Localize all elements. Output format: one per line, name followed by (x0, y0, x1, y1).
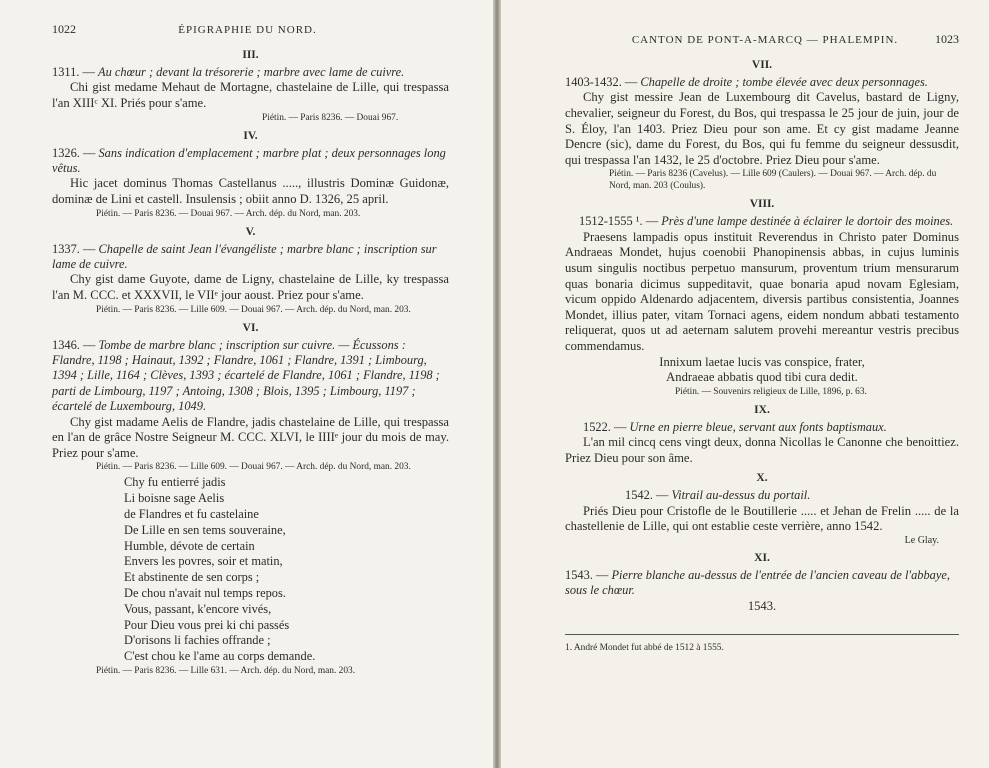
section-heading: 1346. — Tombe de marbre blanc ; inscription sur cuivre. — Écussons : Flandre, 1198 ; Hainaut, 1392 ; Flandre, 1061 ; Flandre, 1391 ; Limbourg, 1394 ; Lille, 1164 ; Clèves, 1393 ; écartelé de Flandre, 1061 ; Flandre, 1198 ; parti de Limbourg, 1197 ; Antoing, 1308 ; Blois, 1395 ; Limbourg, 1197 ; écartelé de Luxembourg, 1049. (52, 337, 440, 414)
section-desc: Au chœur ; devant la trésorerie ; marbre avec lame de cuivre. (98, 65, 405, 79)
section-desc: Tombe de marbre blanc ; inscription sur cuivre. — Écussons : Flandre, 1198 ; Hainaut, 1392 ; Flandre, 1061 ; Flandre, 1391 ; Limbourg, 1394 ; Lille, 1164 ; Clèves, 1393 ; écartelé de Flandre, 1061 ; Flandre, 1198 ; parti de Limbourg, 1197 ; Antoing, 1308 ; Blois, 1395 ; Limbourg, 1197 ; écartelé de Luxembourg, 1049. (52, 337, 440, 414)
section-date: 1311. (52, 65, 80, 79)
section-date: 1346. (52, 337, 80, 352)
section-date: 1337. (52, 241, 80, 256)
section-heading: 1543. — Pierre blanche au-dessus de l'entrée de l'ancien caveau de l'abbaye, sous le chœur. (565, 567, 950, 598)
section-date: 1512-1555 ¹. (579, 214, 643, 229)
verse-line: Chy fu entierré jadis (124, 475, 226, 490)
verse-block (52, 475, 449, 665)
inscription-text: Praesens lampadis opus instituit Reverendus in Christo pater Dominus Andraeas Mondet, hujus coenobii Phanopinensis abbas, in cujus luminis usum singulis noctibus perpetuo mansurum, proventum trium mensurarum quas bonaria dicimus suppeditavit, quae bonaria apud novam Eglesiam, vicum oppido Aldenardo adjacentem, diversis partibus consistentia, Joannes Mondet, illius pater, vitam Tornaci agens, eidem nondum abbati testamento reliquerat, quos ut ad aeternam salutem provehi mereantur vestris precibus commendamus. (565, 229, 959, 353)
footnote-rule (565, 634, 959, 635)
couplet-line: Innixum laetae lucis vas conspice, frater, (659, 354, 865, 369)
section-desc: Urne en pierre bleue, servant aux fonts baptismaux. (629, 419, 887, 434)
section-heading: 1337. — Chapelle de saint Jean l'évangéliste ; marbre blanc ; inscription sur lame de cuivre. (52, 241, 437, 271)
section-desc: Pierre blanche au-dessus de l'entrée de l'ancien caveau de l'abbaye, sous le chœur. (565, 567, 950, 598)
couplet-line: Andraeae abbatis quod tibi cura dedit. (666, 370, 858, 385)
verse-line: De Lille en sen tems souveraine, (124, 522, 286, 537)
verse-line: de Flandres et fu castelaine (124, 507, 259, 521)
inscription-text: Chy gist madame Aelis de Flandre, jadis chastelaine de Lille, qui trespassa en l'an de grâce Nostre Seigneur M. CCC. XLVI, le IIIIᵉ jour du mois de may. Priez pour s'ame. (52, 414, 449, 460)
section-numeral: XI. (754, 551, 770, 564)
verse-line: D'orisons li fachies offrande ; (124, 633, 271, 648)
inscription-text: Chy gist messire Jean de Luxembourg dit Cavelus, bastard de Ligny, chevalier, seigneur du Forest, du Bos, qui trespassa le 25 jour de juin, jour de S. Éloy, l'an 1403. Priez Dieu pour son ame. Et cy gist madame Jeanne Dencre (sic), dame du Forest, du Bos, qui fu femme du seigneur dessusdit, qui trespassa l'an 1432, le 25 d'octobre. Priez Dieu pour s'ame. (565, 90, 959, 167)
section-desc: Près d'une lampe destinée à éclairer le dortoir des moines. (661, 214, 954, 229)
source-line: Piétin. — Souvenirs religieux de Lille, 1896, p. 63. (675, 386, 867, 397)
left-running-head: ÉPIGRAPHIE DU NORD. (178, 24, 317, 36)
inscription-text: Priés Dieu pour Cristofle de le Boutillerie ..... et Jehan de Frelin ..... de la chastellenie de Lille, qui ont establie ceste verrière, anno 1542. (565, 503, 959, 534)
section-desc: Chapelle de droite ; tombe élevée avec deux personnages. (640, 75, 928, 89)
verse-line: Humble, dévote de certain (124, 538, 255, 553)
verse-line: Et abstinente de sen corps ; (124, 570, 260, 585)
section-date: 1543. (565, 567, 593, 582)
section-heading: 1542. — Vitrail au-dessus du portail. (625, 488, 811, 503)
section-heading: 1403-1432. — Chapelle de droite ; tombe élevée avec deux personnages. (565, 75, 928, 89)
source-line: Piétin. — Paris 8236. — Lille 609. — Douai 967. — Arch. dép. du Nord, man. 203. (96, 462, 411, 473)
section-numeral: V. (245, 225, 256, 238)
inscription-text: Chi gist medame Mehaut de Mortagne, chastelaine de Lille, qui trespassa l'an XIIIᶜ XI. Priés pour s'ame. (52, 80, 449, 110)
verse-line: De chou n'avait nul temps repos. (124, 585, 286, 600)
section-heading: 1326. — Sans indication d'emplacement ; marbre plat ; deux personnages long vêtus. (52, 145, 446, 175)
source-line: Piétin. — Paris 8236. — Lille 631. — Arch. dép. du Nord, man. 203. (96, 665, 356, 676)
source-line: Piétin. — Paris 8236 (Cavelus). — Lille 609 (Caulers). — Douai 967. — Arch. dép. du Nord, man. 203 (Coulus). (609, 169, 937, 192)
section-heading: 1311. — Au chœur ; devant la trésorerie ; marbre avec lame de cuivre. (52, 65, 405, 79)
inscription-text: 1543. (747, 598, 777, 613)
section-desc: Vitrail au-dessus du portail. (671, 488, 811, 503)
section-numeral: IV. (243, 129, 258, 142)
right-page (501, 0, 989, 768)
section-heading: 1522. — Urne en pierre bleue, servant aux fonts baptismaux. (583, 419, 887, 434)
source-line: Piétin. — Paris 8236. — Douai 967. (262, 112, 399, 123)
book-gutter (493, 0, 501, 768)
source-line: Piétin. — Paris 8236. — Douai 967. — Arch. dép. du Nord, man. 203. (96, 208, 361, 219)
left-page-number: 1022 (52, 22, 76, 36)
signature: Le Glay. (904, 534, 939, 546)
verse-line: Pour Dieu vous prei ki chi passés (124, 617, 290, 632)
section-numeral: VIII. (749, 198, 775, 211)
section-numeral: IX. (754, 403, 770, 416)
inscription-text: Hic jacet dominus Thomas Castellanus ....., illustris Dominæ Guidonæ, dominæ de Lini et castell. Insulensis ; obiit anno D. 1326, 25 april. (52, 176, 449, 206)
section-date: 1326. (52, 145, 80, 160)
inscription-text: Chy gist dame Guyote, dame de Ligny, chastelaine de Lille, ky trespassa l'an M. CCC. et XXXVII, le VIIᵉ jour aoust. Priez pour s'ame. (52, 272, 449, 302)
footnote: 1. André Mondet fut abbé de 1512 à 1555. (565, 643, 724, 654)
left-page (0, 0, 493, 768)
verse-line: Li boisne sage Aelis (124, 491, 225, 506)
section-numeral: VI. (242, 321, 259, 334)
section-date: 1403-1432. (565, 75, 622, 89)
right-running-head: CANTON DE PONT-A-MARCQ — PHALEMPIN. (631, 34, 899, 46)
verse-line: Vous, passant, k'encore vivés, (124, 601, 272, 616)
verse-line: C'est chou ke l'ame au corps demande. (124, 649, 316, 664)
section-heading: 1512-1555 ¹. — Près d'une lampe destinée à éclairer le dortoir des moines. (579, 214, 954, 229)
inscription-text: L'an mil cincq cens vingt deux, donna Nicollas le Canonne che benoittiez. Priez Dieu pour son âme. (565, 435, 959, 465)
right-page-number: 1023 (934, 32, 959, 46)
section-numeral: X. (756, 472, 768, 485)
source-line: Piétin. — Paris 8236. — Lille 609. — Douai 967. — Arch. dép. du Nord, man. 203. (96, 304, 411, 315)
section-numeral: III. (242, 49, 259, 61)
left-header (52, 22, 449, 37)
section-desc: Chapelle de saint Jean l'évangéliste ; marbre blanc ; inscription sur lame de cuivre. (52, 241, 437, 271)
section-date: 1542. (625, 488, 653, 503)
section-desc: Sans indication d'emplacement ; marbre plat ; deux personnages long vêtus. (52, 145, 446, 175)
right-header (565, 32, 959, 47)
verse-line: Envers les povres, soir et matin, (124, 554, 283, 569)
section-numeral: VII. (751, 59, 773, 71)
section-date: 1522. (583, 419, 611, 434)
